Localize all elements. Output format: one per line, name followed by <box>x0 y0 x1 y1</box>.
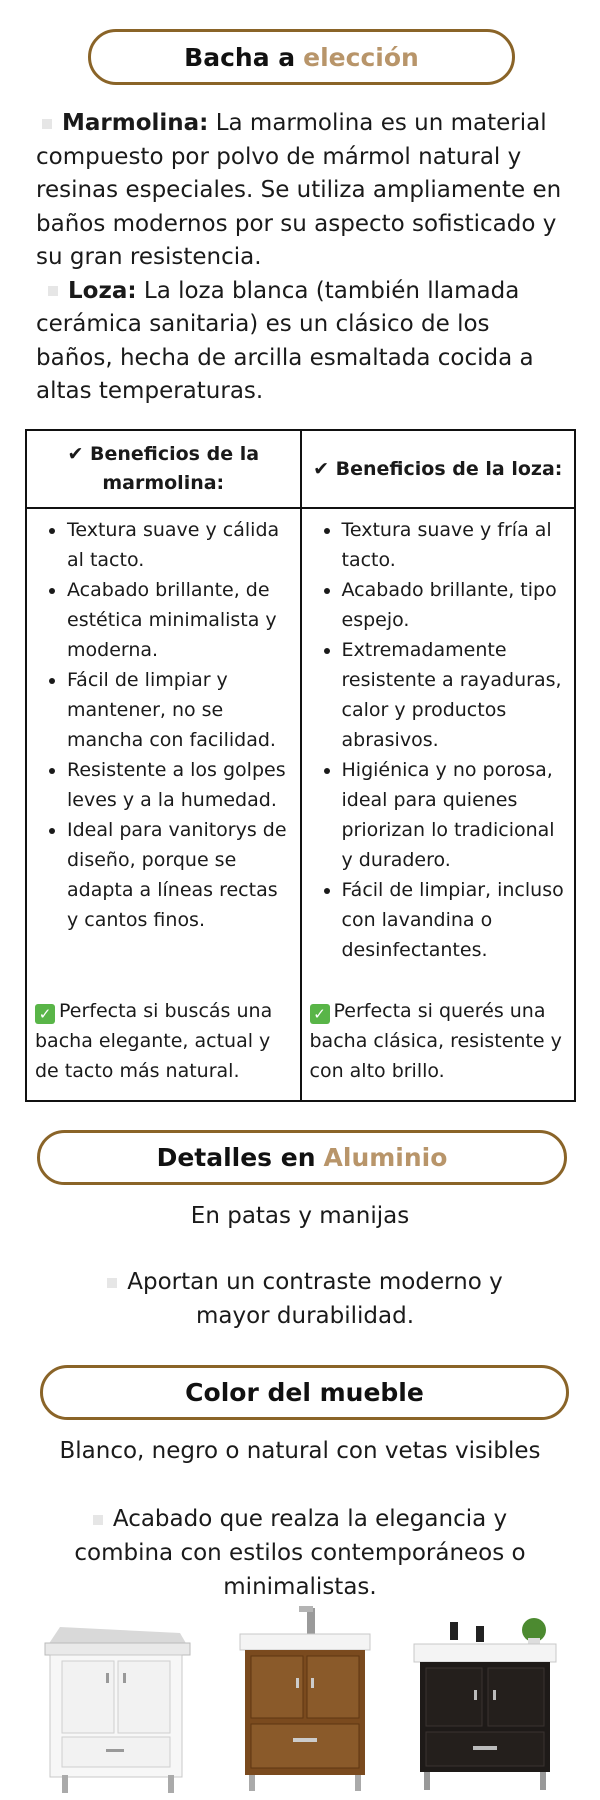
marmolina-text: La marmolina es un material compuesto por polvo de mármol natural y resinas especiales. Se utiliza ampliamente en baños modernos por su aspecto sofisticado y su gran resistencia. <box>36 110 562 270</box>
table-body-row <box>26 508 575 1101</box>
green-check-icon: ✓ <box>310 1004 330 1024</box>
bullet-square-icon <box>107 1278 117 1288</box>
green-check-icon: ✓ <box>35 1004 55 1024</box>
section-title-main: Color del mueble <box>185 1378 424 1407</box>
section-title-color <box>40 1365 569 1420</box>
marmolina-verdict-text: Perfecta si buscás una bacha elegante, actual y de tacto más natural. <box>35 1000 273 1082</box>
list-item: • Textura suave y fría al tacto. <box>342 515 567 575</box>
list-item: • Acabado brillante, de estética minimalista y moderna. <box>67 575 292 665</box>
list-item: • Textura suave y cálida al tacto. <box>67 515 292 575</box>
loza-term: Loza: <box>68 277 137 304</box>
loza-benefits <box>301 508 576 1101</box>
loza-text: La loza blanca (también llamada cerámica sanitaria) es un clásico de los baños, hecha de arcilla esmaltada cocida a altas temperaturas. <box>36 277 534 404</box>
marmolina-verdict <box>35 996 294 1086</box>
bullet-square-icon <box>48 286 58 296</box>
checkmark-icon: ✔ <box>313 457 330 480</box>
list-item: • Fácil de limpiar, incluso con lavandina o desinfectantes. <box>342 875 567 965</box>
section-title-bacha <box>88 29 515 85</box>
aluminio-subtitle: En patas y manijas <box>190 1203 410 1229</box>
list-item: • Resistente a los golpes leves y a la humedad. <box>67 755 292 815</box>
marmolina-term: Marmolina: <box>62 110 209 136</box>
list-item: • Higiénica y no porosa, ideal para quienes priorizan lo tradicional y duradero. <box>342 755 567 875</box>
color-text: Acabado que realza la elegancia y combina con estilos contemporáneos o minimalistas. <box>74 1506 526 1600</box>
list-item: • Extremadamente resistente a rayaduras, calor y productos abrasivos. <box>342 635 567 755</box>
checkmark-icon: ✔ <box>67 443 84 465</box>
loza-verdict-text: Perfecta si querés una bacha clásica, resistente y con alto brillo. <box>309 1000 562 1082</box>
material-descriptions <box>36 107 566 409</box>
section-title-accent: elección <box>303 42 419 72</box>
wood-vanity-image <box>235 1600 375 1795</box>
loza-paragraph <box>36 275 566 409</box>
section-title-aluminio <box>37 1130 567 1185</box>
marmolina-benefit-list <box>35 515 292 935</box>
list-item: • Acabado brillante, tipo espejo. <box>342 575 567 635</box>
bullet-square-icon <box>93 1515 103 1525</box>
bullet-square-icon <box>42 119 52 129</box>
header-marmolina <box>26 430 301 508</box>
loza-verdict <box>310 996 569 1086</box>
header-marmolina-label: Beneficios de la marmolina: <box>89 443 260 494</box>
table-header-row <box>26 430 575 508</box>
marmolina-paragraph <box>36 107 566 275</box>
header-loza-label: Beneficios de la loza: <box>335 457 563 480</box>
color-description <box>65 1502 535 1604</box>
black-vanity-image <box>410 1610 560 1795</box>
aluminio-description <box>90 1265 520 1333</box>
header-loza <box>301 430 576 508</box>
section-title-main: Detalles en <box>156 1143 316 1172</box>
aluminio-text: Aportan un contraste moderno y mayor durabilidad. <box>127 1269 503 1329</box>
color-subtitle: Blanco, negro o natural con vetas visibles <box>59 1438 541 1464</box>
loza-benefit-list <box>310 515 567 965</box>
list-item: • Fácil de limpiar y mantener, no se mancha con facilidad. <box>67 665 292 755</box>
list-item: • Ideal para vanitorys de diseño, porque se adapta a líneas rectas y cantos finos. <box>67 815 292 935</box>
comparison-table <box>25 429 576 1102</box>
marmolina-benefits <box>26 508 301 1101</box>
white-vanity-image <box>40 1625 195 1795</box>
section-title-main: Bacha a <box>184 42 296 72</box>
section-title-accent: Aluminio <box>323 1143 448 1172</box>
